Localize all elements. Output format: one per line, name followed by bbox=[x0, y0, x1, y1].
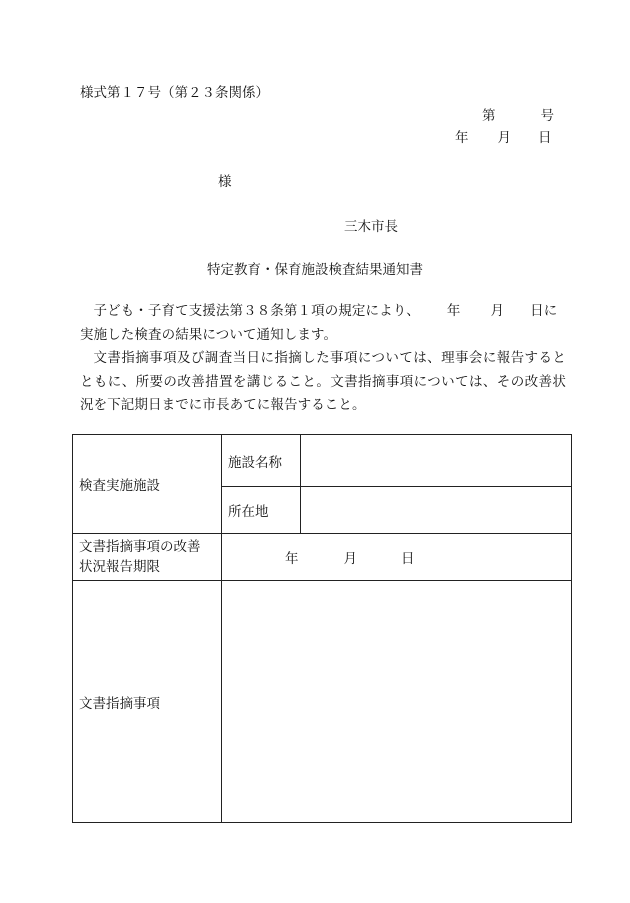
address-label: 所在地 bbox=[222, 487, 301, 534]
inspection-day: 日に bbox=[530, 303, 558, 319]
issuer-name: 三木市長 bbox=[344, 219, 398, 235]
body-paragraph-1-cont: 実施した検査の結果について通知します。 bbox=[80, 326, 338, 343]
deadline-date-field[interactable] bbox=[222, 534, 572, 581]
issue-date-month: 月 bbox=[497, 130, 511, 146]
form-number: 様式第１７号（第２３条関係） bbox=[80, 85, 269, 101]
address-field[interactable] bbox=[301, 487, 572, 534]
body-text bbox=[80, 300, 566, 418]
facility-name-field[interactable] bbox=[301, 435, 572, 487]
inspection-month: 月 bbox=[490, 303, 505, 319]
issue-date-year: 年 bbox=[455, 130, 469, 146]
issue-date bbox=[455, 126, 552, 146]
issue-date-day: 日 bbox=[538, 130, 552, 146]
document-title: 特定教育・保育施設検査結果通知書 bbox=[207, 262, 423, 278]
findings-label: 文書指摘事項 bbox=[73, 581, 222, 823]
deadline-label: 文書指摘事項の改善 状況報告期限 bbox=[73, 534, 222, 581]
deadline-month: 月 bbox=[343, 551, 357, 567]
addressee-honorific: 様 bbox=[218, 174, 232, 190]
deadline-year: 年 bbox=[285, 551, 299, 567]
facility-name-label: 施設名称 bbox=[222, 435, 301, 487]
body-paragraph-2: 文書指摘事項及び調査当日に指摘した事項については、理事会に報告するとともに、所要の改善措置を講じること。文書指摘事項については、その改善状況を下記期日までに市長あてに報告すること。 bbox=[80, 350, 566, 413]
number-prefix: 第 bbox=[482, 108, 496, 124]
document-number bbox=[482, 104, 554, 124]
findings-field[interactable] bbox=[222, 581, 572, 823]
inspection-year: 年 bbox=[446, 303, 461, 319]
inspection-result-table bbox=[72, 434, 572, 823]
number-suffix: 号 bbox=[540, 108, 554, 124]
facility-label: 検査実施施設 bbox=[73, 435, 222, 534]
body-paragraph-1: 子ども・子育て支援法第３８条第１項の規定により、 年 月 日に bbox=[93, 303, 558, 319]
deadline-day: 日 bbox=[401, 551, 415, 567]
